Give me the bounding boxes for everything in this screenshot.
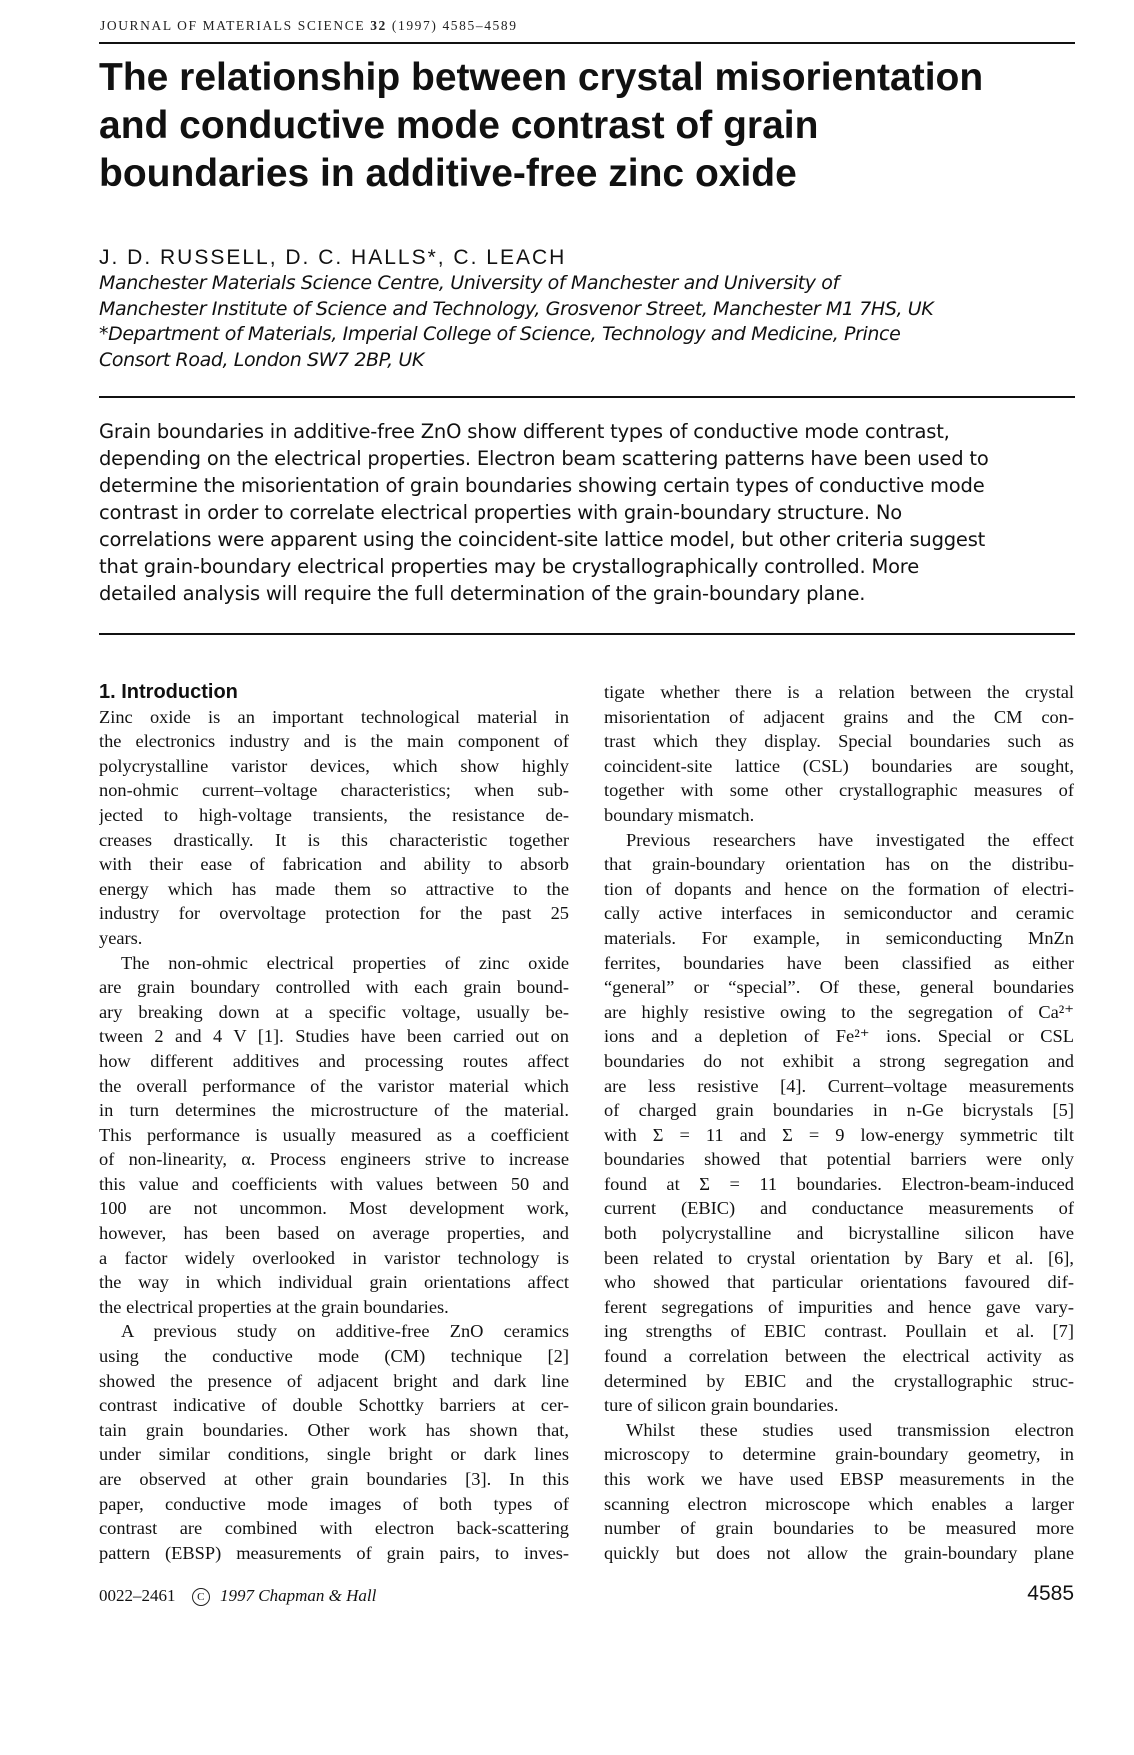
- body-text-line: that grain-boundary orientation has on the distribu-: [604, 854, 1074, 875]
- body-text-line: this value and coefficients with values between 50 and: [99, 1173, 569, 1194]
- body-text-line: who showed that particular orientations favoured dif-: [604, 1272, 1074, 1293]
- body-text-line: energy which has made them so attractive to the: [99, 878, 569, 899]
- body-text-line: paper, conductive mode images of both types of: [99, 1493, 569, 1514]
- body-text-line: the way in which individual grain orientations affect: [99, 1272, 569, 1293]
- left-column-body: [99, 705, 569, 1566]
- abstract: [99, 418, 1079, 607]
- copyright-text: 1997 Chapman & Hall: [220, 1586, 377, 1605]
- body-text-line: ture of silicon grain boundaries.: [604, 1395, 839, 1416]
- body-text-line: misorientation of adjacent grains and the CM con-: [604, 706, 1074, 727]
- body-text-line: years.: [99, 927, 143, 948]
- body-text-line: Zinc oxide is an important technological material in: [99, 706, 569, 727]
- right-column-body: [604, 680, 1074, 1565]
- abstract-line: that grain-boundary electrical properties may be crystallographically controlled. More: [99, 555, 919, 578]
- body-text-line: trast which they display. Special boundaries such as: [604, 731, 1074, 752]
- body-text-line: pattern (EBSP) measurements of grain pairs, to inves-: [99, 1542, 569, 1563]
- affiliation-line: Manchester Materials Science Centre, University of Manchester and University of: [99, 272, 839, 294]
- running-head: [100, 18, 518, 34]
- title-line: and conductive mode contrast of grain: [99, 104, 819, 147]
- title-line: boundaries in additive-free zinc oxide: [99, 152, 797, 195]
- body-text-line: are grain boundary controlled with each grain bound-: [99, 977, 569, 998]
- body-text-line: coincident-site lattice (CSL) boundaries are sought,: [604, 755, 1074, 776]
- body-text-line: A previous study on additive-free ZnO ceramics: [121, 1321, 569, 1342]
- body-text-line: This performance is usually measured as a coefficient: [99, 1124, 569, 1145]
- body-text-line: contrast are combined with electron back-scattering: [99, 1518, 569, 1539]
- body-text-line: tween 2 and 4 V [1]. Studies have been carried out on: [99, 1026, 569, 1047]
- body-text-line: 100 are not uncommon. Most development work,: [99, 1198, 569, 1219]
- abstract-bottom-rule: [99, 633, 1075, 635]
- body-text-line: Whilst these studies used transmission electron: [626, 1419, 1074, 1440]
- affiliation-line: *Department of Materials, Imperial College of Science, Technology and Medicine, Prince: [99, 323, 901, 345]
- body-text-line: been related to crystal orientation by Bary et al. [6],: [604, 1247, 1074, 1268]
- body-text-line: “general” or “special”. Of these, general boundaries: [604, 977, 1074, 998]
- body-text-line: industry for overvoltage protection for the past 25: [99, 903, 569, 924]
- abstract-line: correlations were apparent using the coincident-site lattice model, but other criteria suggest: [99, 528, 986, 551]
- body-text-line: The non-ohmic electrical properties of zinc oxide: [121, 952, 569, 973]
- author-list: J. D. RUSSELL, D. C. HALLS*, C. LEACH: [99, 246, 567, 269]
- body-text-line: tion of dopants and hence on the formation of electri-: [604, 878, 1074, 899]
- body-text-line: found a correlation between the electrical activity as: [604, 1346, 1074, 1367]
- body-text-line: ary breaking down at a specific voltage, usually be-: [99, 1001, 569, 1022]
- body-text-line: using the conductive mode (CM) technique [2]: [99, 1346, 569, 1367]
- section-heading: 1. Introduction: [99, 681, 238, 703]
- body-text-line: current (EBIC) and conductance measurements of: [604, 1198, 1074, 1219]
- body-text-line: boundaries showed that potential barriers were only: [604, 1149, 1074, 1170]
- body-text-line: the overall performance of the varistor material which: [99, 1075, 569, 1096]
- body-text-line: microscopy to determine grain-boundary geometry, in: [604, 1444, 1074, 1465]
- article-title: [99, 54, 1079, 198]
- page-number: 4585: [1027, 1582, 1074, 1605]
- affiliation-line: Consort Road, London SW7 2BP, UK: [99, 348, 424, 371]
- body-text-line: quickly but does not allow the grain-boundary plane: [604, 1542, 1074, 1563]
- body-text-line: contrast indicative of double Schottky barriers at cer-: [99, 1395, 569, 1416]
- body-text-line: ions and a depletion of Fe²⁺ ions. Special or CSL: [604, 1026, 1074, 1047]
- body-text-line: under similar conditions, single bright or dark lines: [99, 1444, 569, 1465]
- abstract-line: determine the misorientation of grain boundaries showing certain types of conductive mode: [99, 474, 985, 497]
- footer-citation: [99, 1586, 376, 1606]
- body-text-line: creases drastically. It is this characteristic together: [99, 829, 569, 850]
- body-text-line: showed the presence of adjacent bright and dark line: [99, 1370, 569, 1391]
- body-text-line: boundaries do not exhibit a strong segregation and: [604, 1050, 1074, 1071]
- body-text-line: tigate whether there is a relation between the crystal: [604, 682, 1074, 702]
- body-text-line: this work we have used EBSP measurements in the: [604, 1469, 1074, 1489]
- body-text-line: how different additives and processing routes affect: [99, 1050, 569, 1071]
- body-text-line: ing strengths of EBIC contrast. Poullain et al. [7]: [604, 1321, 1074, 1342]
- abstract-line: depending on the electrical properties. Electron beam scattering patterns have been used to: [99, 447, 989, 470]
- body-text-line: Previous researchers have investigated the effect: [626, 829, 1074, 850]
- body-text-line: ferent segregations of impurities and hence gave vary-: [604, 1296, 1074, 1317]
- affiliations: [99, 271, 1089, 373]
- body-text-line: determined by EBIC and the crystallographic struc-: [604, 1370, 1074, 1391]
- body-text-line: jected to high-voltage transients, the resistance de-: [99, 804, 569, 825]
- journal-name: JOURNAL OF MATERIALS SCIENCE: [100, 18, 366, 33]
- body-text-line: of non-linearity, α. Process engineers strive to increase: [99, 1149, 569, 1170]
- abstract-line: detailed analysis will require the full determination of the grain-boundary plane.: [99, 582, 866, 605]
- body-text-line: tain grain boundaries. Other work has shown that,: [99, 1419, 569, 1440]
- body-text-line: materials. For example, in semiconducting MnZn: [604, 927, 1074, 948]
- body-text-line: however, has been based on average properties, and: [99, 1223, 569, 1244]
- body-text-line: of charged grain boundaries in n-Ge bicrystals [5]: [604, 1100, 1074, 1121]
- affiliation-line: Manchester Institute of Science and Technology, Grosvenor Street, Manchester M1 7HS, UK: [99, 297, 934, 320]
- body-text-line: scanning electron microscope which enables a larger: [604, 1493, 1074, 1514]
- body-text-line: boundary mismatch.: [604, 804, 755, 825]
- body-text-line: are observed at other grain boundaries [3]. In this: [99, 1469, 569, 1489]
- body-text-line: cally active interfaces in semiconductor and ceramic: [604, 903, 1074, 924]
- journal-year-pages: (1997) 4585–4589: [391, 18, 518, 33]
- abstract-top-rule: [99, 396, 1075, 398]
- body-text-line: number of grain boundaries to be measured more: [604, 1518, 1074, 1539]
- body-text-line: are highly resistive owing to the segregation of Ca²⁺: [604, 1001, 1074, 1022]
- body-text-line: both polycrystalline and bicrystalline silicon have: [604, 1223, 1074, 1244]
- body-text-line: with their ease of fabrication and ability to absorb: [99, 854, 569, 875]
- copyright-icon: C: [192, 1588, 210, 1606]
- body-text-line: non-ohmic current–voltage characteristics; when sub-: [99, 780, 569, 801]
- body-text-line: polycrystalline varistor devices, which show highly: [99, 755, 569, 776]
- body-text-line: in turn determines the microstructure of the material.: [99, 1100, 569, 1121]
- abstract-line: contrast in order to correlate electrical properties with grain-boundary structure. No: [99, 501, 902, 524]
- body-text-line: the electrical properties at the grain boundaries.: [99, 1296, 449, 1317]
- body-text-line: ferrites, boundaries have been classified as either: [604, 952, 1074, 973]
- abstract-line: Grain boundaries in additive-free ZnO show different types of conductive mode contrast,: [99, 420, 950, 443]
- title-line: The relationship between crystal misorientation: [99, 56, 984, 99]
- left-column: [99, 680, 569, 1565]
- journal-volume: 32: [370, 18, 387, 33]
- header-rule: [99, 42, 1075, 44]
- body-text-line: together with some other crystallographic measures of: [604, 780, 1074, 801]
- body-text-line: the electronics industry and is the main component of: [99, 731, 569, 752]
- issn: 0022–2461: [99, 1586, 176, 1605]
- body-text-line: are less resistive [4]. Current–voltage measurements: [604, 1075, 1074, 1096]
- right-column: [604, 680, 1074, 1565]
- body-text-line: a factor widely overlooked in varistor technology is: [99, 1247, 569, 1268]
- body-text-line: found at Σ = 11 boundaries. Electron-beam-induced: [604, 1173, 1074, 1194]
- body-text-line: with Σ = 11 and Σ = 9 low-energy symmetric tilt: [604, 1124, 1074, 1145]
